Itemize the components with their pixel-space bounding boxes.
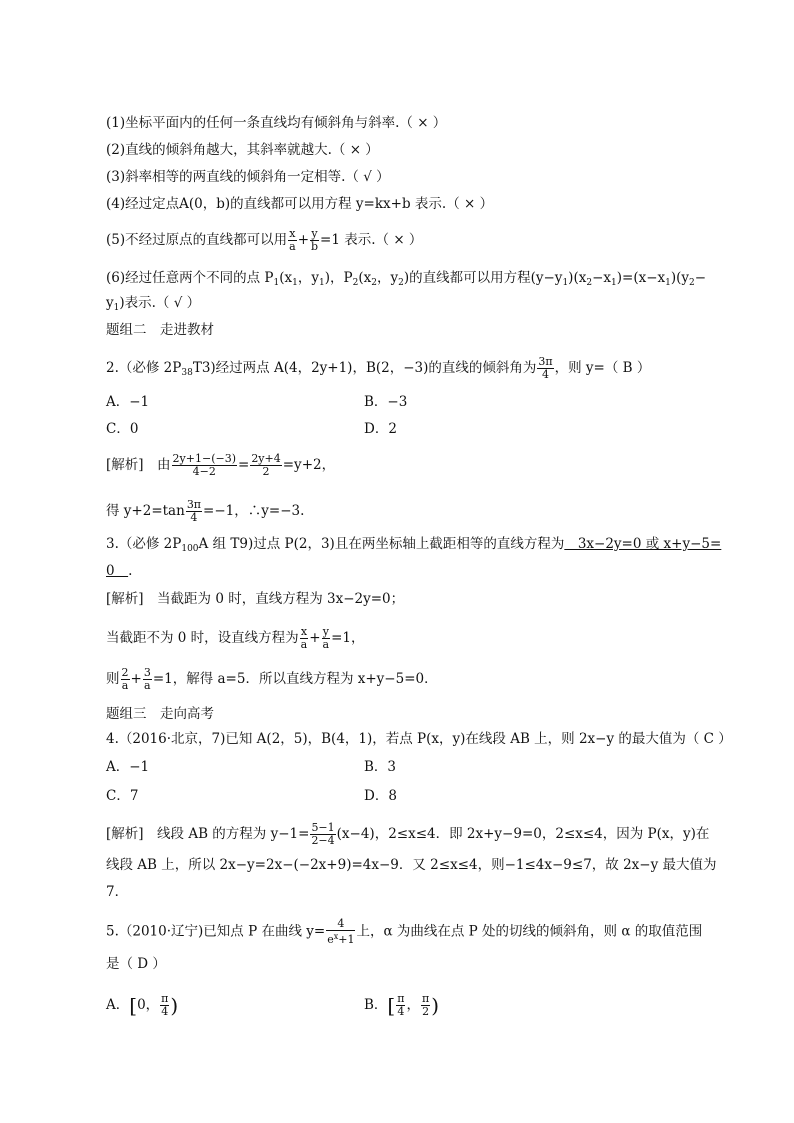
q3-solution-line-2: 当截距不为 0 时，设直线方程为 $\frac{x}{a}$ + $\frac{y}{a}$ =1，	[106, 625, 365, 651]
fraction-3-over-a: $\frac{3}{a}$	[143, 666, 151, 692]
fraction-pi-over-4-b: $\frac{\pi}{4}$	[397, 992, 405, 1018]
q2-option-c: C．0	[106, 421, 139, 437]
fraction-3pi-over-4-sol: $\frac{3\pi}{4}$	[186, 498, 202, 524]
q2-option-b: B．−3	[364, 394, 408, 410]
q5-option-a: A．[0， $\frac{\pi}{4}$ )	[106, 992, 179, 1018]
fraction-4-over-ex-plus-1: $\frac{4}{e^x+1}$	[327, 917, 355, 946]
q3-solution-line-3: 则 $\frac{2}{a}$ + $\frac{3}{a}$ =1，解得 a=5．所以直线方程为 x+y−5=0．	[106, 666, 438, 692]
q4-solution-line-1: [解析] 线段 AB 的方程为 y−1= $\frac{5-1}{2-4}$ (x−4)，2≤x≤4．即 2x+y−9=0，2≤x≤4，因为 P(x，y)在	[106, 821, 710, 847]
solution-label: [解析]	[106, 457, 144, 473]
fraction-y-over-a: $\frac{y}{a}$	[322, 625, 330, 651]
question-3-stem: 3.（必修 $2P_{100}A$ 组 T9)过点 P(2，3)且在两坐标轴上截距相等的直线方程为 3x−2y=0 或 x+y−5=	[106, 536, 722, 554]
fraction-solution-2b: $\frac{2y+4}{2}$	[251, 452, 281, 478]
q4-option-c: C．7	[106, 788, 139, 804]
question-3-stem-cont: 0 .	[106, 563, 133, 579]
fraction-x-over-a-2: $\frac{x}{a}$	[300, 625, 308, 651]
fraction-slope: $\frac{5-1}{2-4}$	[311, 821, 335, 847]
question-5-stem-cont: 是（ D ）	[106, 956, 166, 972]
q3-solution-line-1: [解析] 当截距为 0 时，直线方程为 3x−2y=0；	[106, 591, 405, 607]
q4-solution-line-3: 7．	[106, 884, 129, 900]
q5-option-b: B．[ $\frac{\pi}{4}$ ， $\frac{\pi}{2}$ )	[364, 992, 440, 1018]
judge-item-4: (4)经过定点A(0，b)的直线都可以用方程 y=kx+b 表示.（ × ）	[106, 196, 494, 212]
judge-item-3: (3)斜率相等的两直线的倾斜角一定相等.（ √ ）	[106, 169, 390, 185]
q4-option-b: B．3	[364, 759, 397, 775]
question-4-stem: 4.（2016·北京，7)已知 A(2，5)，B(4，1)，若点 P(x，y)在线段 AB 上，则 2x−y 的最大值为（ C ）	[106, 731, 732, 747]
fraction-2-over-a: $\frac{2}{a}$	[121, 666, 129, 692]
fraction-3pi-over-4: $\frac{3\pi}{4}$	[538, 355, 553, 381]
group-2-heading: 题组二 走进教材	[106, 322, 214, 338]
q3-answer-blank: 3x−2y=0 或 x+y−5=	[564, 536, 722, 552]
judge-item-6: (6)经过任意两个不同的点 $P_1(x_1$，$y_1$)，$P_2(x_2$，$y_2$)的直线都可以用方程$(y-y_1)(x_2-x_1)=(x-x_1)(y_2-$	[106, 270, 707, 288]
fraction-pi-over-4: $\frac{\pi}{4}$	[161, 992, 169, 1018]
fraction-pi-over-2: $\frac{\pi}{2}$	[421, 992, 430, 1018]
q2-solution-line-1: [解析] 由 $\frac{2y+1-(-3)}{4-2}$ = $\frac{2y+4}{2}$ =y+2，	[106, 452, 336, 478]
judge-item-1: (1)坐标平面内的任何一条直线均有倾斜角与斜率.（ × ）	[106, 115, 447, 131]
q2-option-d: D．2	[364, 421, 397, 437]
judge-item-6-cont: $y_1$)表示.（ √ ）	[106, 295, 201, 313]
q2-solution-line-2: 得 y+2=tan $\frac{3\pi}{4}$ =−1，∴y=−3.	[106, 498, 305, 524]
judge-item-5: (5)不经过原点的直线都可以用 $\frac{x}{a}$ + $\frac{y}{b}$ =1 表示.（ × ）	[106, 227, 423, 253]
question-2-stem: 2.（必修 $2P_{38}T3$)经过两点 A(4，2y+1)，B(2，−3)的直线的倾斜角为 $\frac{3\pi}{4}$ ，则 y=（ B ）	[106, 355, 651, 381]
q4-solution-line-2: 线段 AB 上，所以 2x−y=2x−(−2x+9)=4x−9．又 2≤x≤4，则−1≤4x−9≤7，故 2x−y 最大值为	[106, 857, 717, 873]
fraction-solution-2a: $\frac{2y+1-(-3)}{4-2}$	[172, 452, 236, 478]
judge-item-2: (2)直线的倾斜角越大，其斜率就越大.（ × ）	[106, 142, 379, 158]
q2-option-a: A．−1	[106, 394, 150, 410]
q4-option-a: A．−1	[106, 759, 150, 775]
judge-item-5-text: (5)不经过原点的直线都可以用	[106, 232, 288, 248]
fraction-y-over-b: $\frac{y}{b}$	[311, 227, 319, 253]
group-3-heading: 题组三 走向高考	[106, 706, 214, 722]
question-5-stem: 5.（2010·辽宁)已知点 P 在曲线 y= $\frac{4}{e^x+1}$ 上，α 为曲线在点 P 处的切线的倾斜角，则 α 的取值范围	[106, 917, 703, 946]
fraction-x-over-a: $\frac{x}{a}$	[289, 227, 296, 253]
q4-option-d: D．8	[364, 788, 397, 804]
